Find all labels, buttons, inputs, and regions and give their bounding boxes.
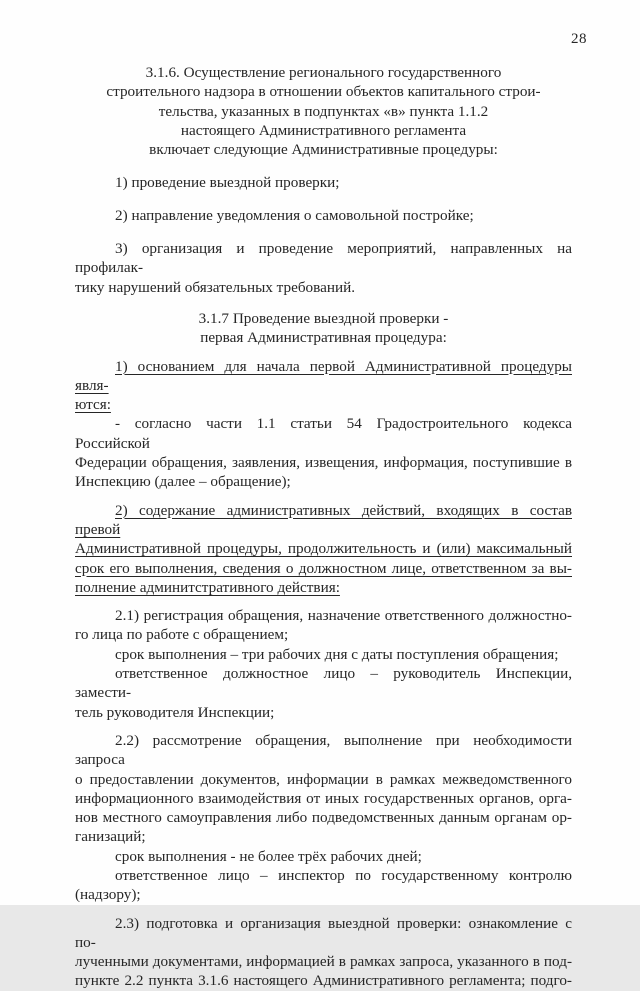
text-line: 1) основанием для начала первой Административной процедуры явля- [75,357,572,394]
text-line: нов местного самоуправления либо подведомственных данным органам ор- [75,809,572,827]
page-number: 28 [571,31,587,47]
procedure-item-2 [75,206,572,225]
text-line: ответственное должностное лицо – руководитель Инспекции, замести- [75,665,572,702]
text-line: 2) направление уведомления о самовольной постройке; [115,206,474,224]
document-content [75,63,572,991]
text-line: 2.2) рассмотрение обращения, выполнение при необходимости запроса [75,731,572,769]
text-line: срок выполнения – три рабочих дня с даты поступления обращения; [115,645,559,663]
text-line: Федерации обращения, заявления, извещения, информация, поступившие в [75,454,572,472]
heading-3-1-6 [75,63,572,159]
text-line: ганизаций; [75,828,146,846]
paragraph-step-2-2-term [75,847,572,866]
text-line: тику нарушений обязательных требований. [75,278,356,296]
paragraph-grounds-detail [75,414,572,491]
text-line: Административной процедуры, продолжительность и (или) максимальный [75,540,572,558]
text-line: 2) содержание административных действий, входящих в состав превой [75,501,572,538]
text-line: лученными документами, информацией в рамках запроса, указанного в под- [75,953,572,971]
text-line: (надзору); [75,886,141,904]
text-line: тель руководителя Инспекции; [75,703,275,721]
text-line: строительного надзора в отношении объектов капитального строи- [106,83,541,101]
text-line: 3) организация и проведение мероприятий, направленных на профилак- [75,240,572,277]
text-line: - согласно части 1.1 статьи 54 Градостроительного кодекса Российской [75,415,572,452]
paragraph-step-2-2-official [75,866,572,905]
text-line: Инспекцию (далее – обращение); [75,473,291,491]
paragraph-step-2-2 [75,731,572,847]
text-line: полнение админитстративного действия: [75,578,340,596]
text-line: 1) проведение выездной проверки; [115,174,340,192]
text-line: 2.3) подготовка и организация выездной проверки: ознакомление с по- [75,914,572,951]
text-line: ответственное лицо – инспектор по государственному контролю [115,866,572,884]
text-line: первая Административная процедура: [200,329,447,347]
text-line: настоящего Административного регламента [180,121,467,139]
paragraph-step-2-3 [75,914,572,991]
text-line: информационного взаимодействия от иных государственных органов, орга- [75,789,572,807]
text-line: о предоставлении документов, информации в рамках межведомственного [75,770,572,788]
paragraph-content-actions [75,501,572,597]
procedure-item-1 [75,173,572,192]
heading-3-1-7 [75,309,572,348]
paragraph-step-2-1-term [75,645,572,664]
text-line: тельства, указанных в подпунктах «в» пункта 1.1.2 [158,102,489,120]
procedure-item-3 [75,239,572,297]
text-line: 3.1.7 Проведение выездной проверки - [198,309,449,327]
paragraph-step-2-1-official [75,664,572,722]
text-line: 2.1) регистрация обращения, назначение ответственного должностно- [115,607,572,625]
paragraph-grounds [75,357,572,415]
text-line: го лица по работе с обращением; [75,626,289,644]
text-line: пункте 2.2 пункта 3.1.6 настоящего Административного регламента; подго- [75,972,572,990]
text-line: срок его выполнения, сведения о должностном лице, ответственном за вы- [75,559,572,577]
text-line: 3.1.6. Осуществление регионального государственного [145,64,502,81]
paragraph-step-2-1 [75,606,572,645]
text-line: ются: [75,396,111,414]
text-line: срок выполнения - не более трёх рабочих дней; [115,847,422,865]
text-line: включает следующие Административные процедуры: [149,141,498,159]
